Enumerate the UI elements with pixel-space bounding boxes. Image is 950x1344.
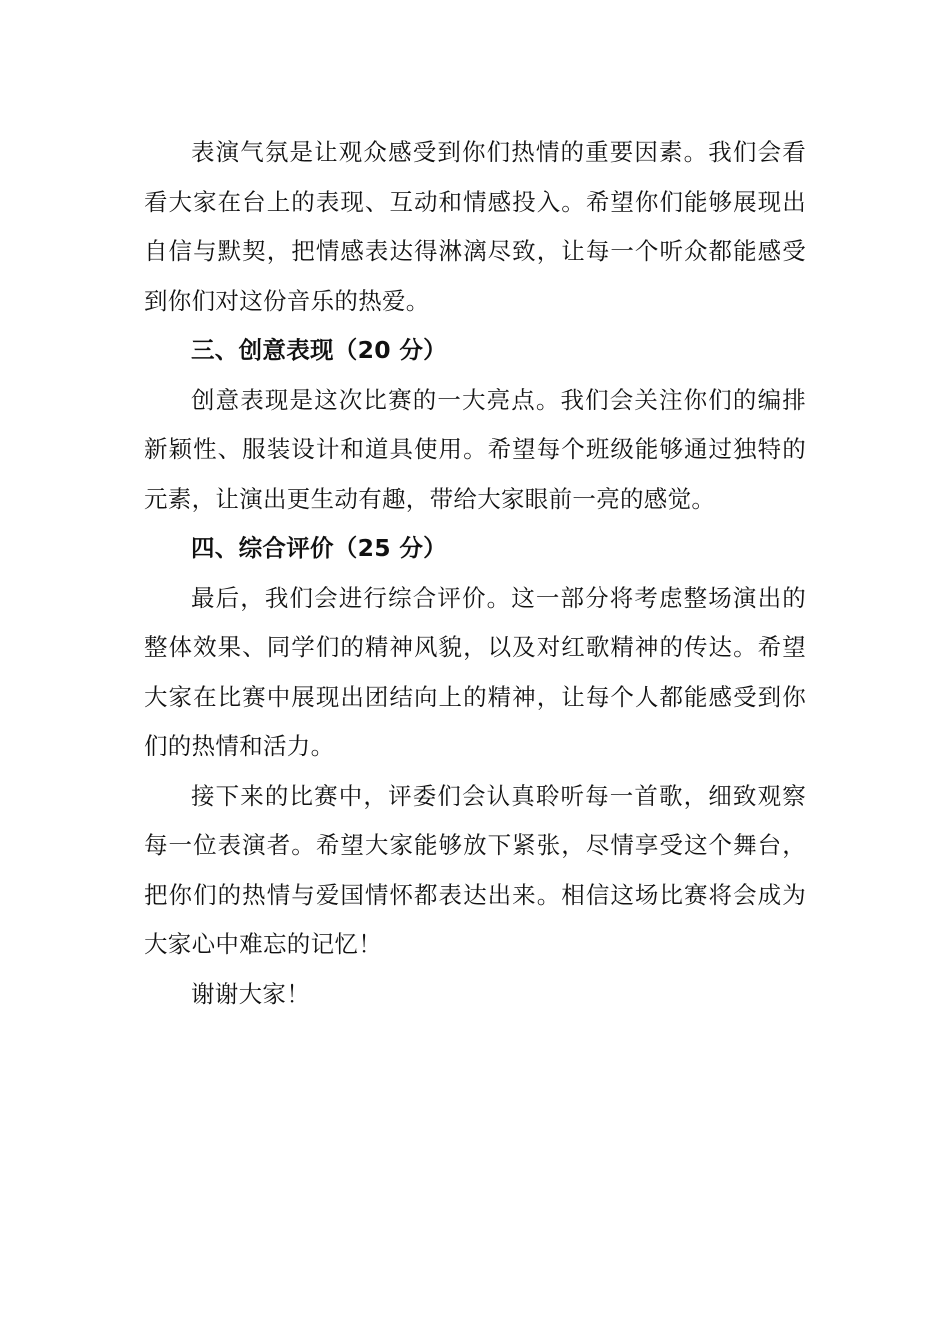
paragraph-thanks: 谢谢大家！ bbox=[191, 979, 310, 1008]
paragraph-atmosphere: 表演气氛是让观众感受到你们热情的重要因素。我们会看看大家在台上的表现、互动和情感投入。希望你们能够展现出自信与默契，把情感表达得淋漓尽致，让每一个听众都能感受到你们对这份音乐的热爱。 bbox=[144, 138, 806, 315]
section-heading-overall: 四、综合评价（25 分） bbox=[191, 534, 447, 562]
document-body bbox=[144, 128, 806, 1019]
section-heading-creativity: 三、创意表现（20 分） bbox=[191, 336, 447, 364]
paragraph-closing: 接下来的比赛中，评委们会认真聆听每一首歌，细致观察每一位表演者。希望大家能够放下紧张，尽情享受这个舞台，把你们的热情与爱国情怀都表达出来。相信这场比赛将会成为大家心中难忘的记忆！ bbox=[144, 781, 806, 958]
paragraph-overall: 最后，我们会进行综合评价。这一部分将考虑整场演出的整体效果、同学们的精神风貌，以及对红歌精神的传达。希望大家在比赛中展现出团结向上的精神，让每个人都能感受到你们的热情和活力。 bbox=[144, 583, 806, 760]
paragraph-creativity: 创意表现是这次比赛的一大亮点。我们会关注你们的编排新颖性、服装设计和道具使用。希望每个班级能够通过独特的元素，让演出更生动有趣，带给大家眼前一亮的感觉。 bbox=[144, 385, 806, 513]
